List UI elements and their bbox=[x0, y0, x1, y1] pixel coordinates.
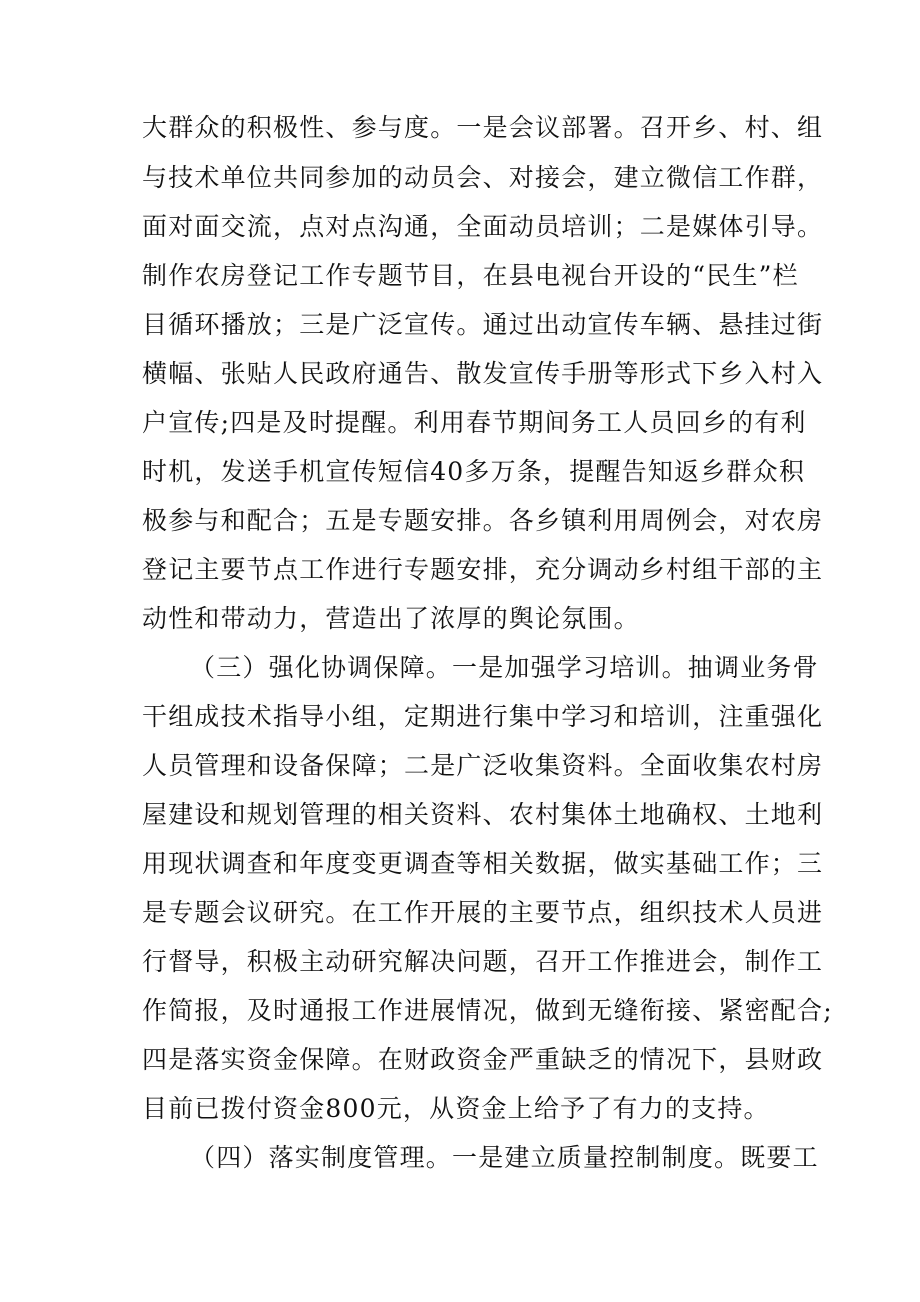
text-line: 四是落实资金保障。在财政资金严重缺乏的情况下，县财政 bbox=[142, 1045, 824, 1074]
text-line: 目前已拨付资金800元，从资金上给予了有力的支持。 bbox=[142, 1094, 770, 1123]
text-line: 屋建设和规划管理的相关资料、农村集体土地确权、土地利 bbox=[142, 800, 824, 829]
text-line: 作简报，及时通报工作进展情况，做到无缝衔接、紧密配合; bbox=[142, 996, 833, 1025]
text-line: 面对面交流，点对点沟通，全面动员培训；二是媒体引导。 bbox=[142, 212, 824, 241]
text-line: 行督导，积极主动研究解决问题，召开工作推进会，制作工 bbox=[142, 947, 824, 976]
text-line: 目循环播放；三是广泛宣传。通过出动宣传车辆、悬挂过街 bbox=[142, 310, 824, 339]
text-line: 极参与和配合；五是专题安排。各乡镇利用周例会，对农房 bbox=[142, 506, 824, 535]
text-line: 动性和带动力，营造出了浓厚的舆论氛围。 bbox=[142, 604, 640, 633]
text-line: 干组成技术指导小组，定期进行集中学习和培训，注重强化 bbox=[142, 702, 824, 731]
text-line: 制作农房登记工作专题节目，在县电视台开设的“民生”栏 bbox=[142, 261, 799, 290]
text-line: 横幅、张贴人民政府通告、散发宣传手册等形式下乡入村入 bbox=[142, 359, 824, 388]
text-line: 户宣传;四是及时提醒。利用春节期间务工人员回乡的有利 bbox=[142, 408, 807, 437]
text-line: 登记主要节点工作进行专题安排，充分调动乡村组干部的主 bbox=[142, 555, 824, 584]
text-line: 人员管理和设备保障；二是广泛收集资料。全面收集农村房 bbox=[142, 751, 824, 780]
text-line: 用现状调查和年度变更调查等相关数据，做实基础工作；三 bbox=[142, 849, 824, 878]
section-heading-line: （三）强化协调保障。一是加强学习培训。抽调业务骨 bbox=[190, 653, 819, 682]
section-heading-line: （四）落实制度管理。一是建立质量控制制度。既要工 bbox=[190, 1143, 819, 1172]
text-line: 是专题会议研究。在工作开展的主要节点，组织技术人员进 bbox=[142, 898, 824, 927]
text-line: 与技术单位共同参加的动员会、对接会，建立微信工作群， bbox=[142, 163, 824, 192]
text-line: 大群众的积极性、参与度。一是会议部署。召开乡、村、组 bbox=[142, 113, 824, 142]
text-line: 时机，发送手机宣传短信40多万条，提醒告知返乡群众积 bbox=[142, 457, 806, 486]
